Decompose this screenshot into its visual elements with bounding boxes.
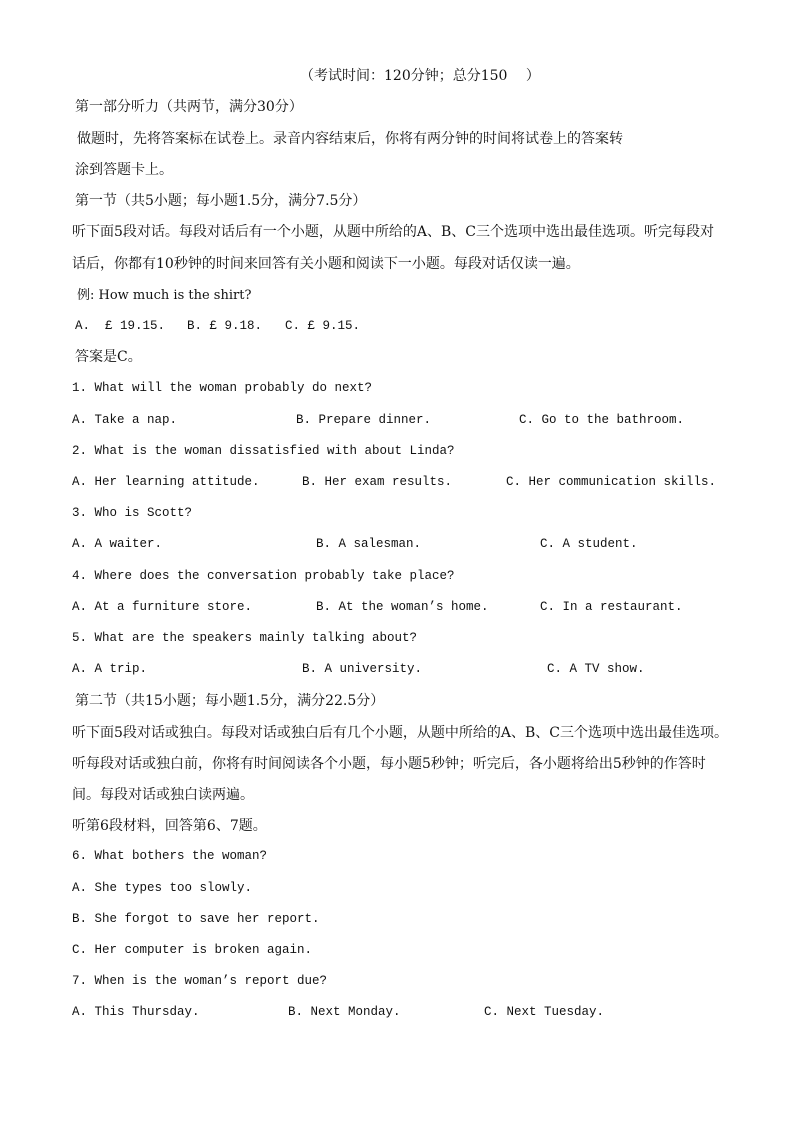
question-4-option-a: A. At a furniture store. <box>72 600 253 614</box>
section1-intro-line-1: 听下面5段对话。每段对话后有一个小题，从题中所给的A、B、C三个选项中选出最佳选项。听完每段对 <box>72 224 715 240</box>
example-answer: 答案是C。 <box>75 349 142 365</box>
part1-title: 第一部分听力（共两节，满分30分） <box>75 99 303 115</box>
question-2-option-a: A. Her learning attitude. <box>72 475 260 489</box>
question-4-option-c: C. In a restaurant. <box>540 600 683 614</box>
question-6: 6. What bothers the woman? <box>72 849 268 863</box>
example-option-b: B. £ 9.18. <box>187 319 263 333</box>
question-1-option-c: C. Go to the bathroom. <box>519 413 685 427</box>
section2-title: 第二节（共15小题；每小题1.5分，满分22.5分） <box>75 693 385 709</box>
question-2-option-c: C. Her communication skills. <box>506 475 717 489</box>
question-3-option-a: A. A waiter. <box>72 537 163 551</box>
section2-intro-line-3: 间。每段对话或独白读两遍。 <box>72 787 254 803</box>
question-3: 3. Who is Scott? <box>72 506 193 520</box>
question-6-option-a: A. She types too slowly. <box>72 881 253 895</box>
question-7-option-b: B. Next Monday. <box>288 1005 401 1019</box>
section2-intro-line-1: 听下面5段对话或独白。每段对话或独白后有几个小题，从题中所给的A、B、C三个选项中选出最佳选项。 <box>72 725 729 741</box>
question-7: 7. When is the woman’s report due? <box>72 974 328 988</box>
question-4-option-b: B. At the woman’s home. <box>316 600 489 614</box>
question-1-option-b: B. Prepare dinner. <box>296 413 432 427</box>
question-6-option-c: C. Her computer is broken again. <box>72 943 313 957</box>
question-2-option-b: B. Her exam results. <box>302 475 453 489</box>
question-3-option-b: B. A salesman. <box>316 537 422 551</box>
material-6-heading: 听第6段材料，回答第6、7题。 <box>72 818 267 834</box>
question-4: 4. Where does the conversation probably take place? <box>72 569 455 583</box>
question-6-option-b: B. She forgot to save her report. <box>72 912 320 926</box>
question-2: 2. What is the woman dissatisfied with about Linda? <box>72 444 455 458</box>
example-option-c: C. £ 9.15. <box>285 319 361 333</box>
exam-header: （考试时间：120分钟；总分150 ） <box>300 68 540 84</box>
example-option-a: A. £ 19.15. <box>75 319 166 333</box>
instruction-line-2: 涂到答题卡上。 <box>75 162 173 178</box>
question-7-option-a: A. This Thursday. <box>72 1005 200 1019</box>
question-1-option-a: A. Take a nap. <box>72 413 178 427</box>
question-3-option-c: C. A student. <box>540 537 638 551</box>
question-7-option-c: C. Next Tuesday. <box>484 1005 605 1019</box>
section1-title: 第一节（共5小题；每小题1.5分，满分7.5分） <box>75 193 367 209</box>
question-5-option-b: B. A university. <box>302 662 423 676</box>
question-5: 5. What are the speakers mainly talking about? <box>72 631 418 645</box>
question-5-option-a: A. A trip. <box>72 662 148 676</box>
section1-intro-line-2: 话后，你都有10秒钟的时间来回答有关小题和阅读下一小题。每段对话仅读一遍。 <box>72 256 580 272</box>
question-5-option-c: C. A TV show. <box>547 662 645 676</box>
section2-intro-line-2: 听每段对话或独白前，你将有时间阅读各个小题，每小题5秒钟；听完后，各小题将给出5秒钟的作答时 <box>72 756 706 772</box>
question-1: 1. What will the woman probably do next? <box>72 381 373 395</box>
example-question: 例: How much is the shirt? <box>77 288 252 303</box>
instruction-line-1: 做题时，先将答案标在试卷上。录音内容结束后，你将有两分钟的时间将试卷上的答案转 <box>77 131 623 147</box>
